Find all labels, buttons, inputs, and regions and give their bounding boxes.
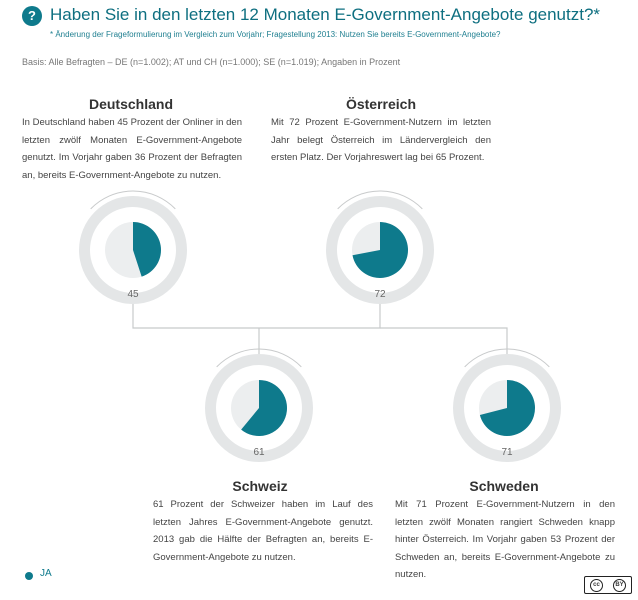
subtitle-footnote: * Änderung der Frageformulierung im Vergleich zum Vorjahr; Fragestellung 2013: Nutzen Sie bereits E-Government-Angebote?: [50, 30, 501, 39]
creative-commons-icon: [584, 576, 632, 594]
by-symbol: BY: [613, 579, 626, 592]
country-title-schweiz: Schweiz: [232, 478, 288, 494]
country-title-deutschland: Deutschland: [88, 96, 173, 112]
connector-schweden: [380, 328, 507, 354]
question-icon: ?: [22, 6, 42, 26]
value-label-schweiz: 61: [253, 447, 265, 458]
author-initials: JA: [40, 568, 52, 579]
country-text-schweden: Mit 71 Prozent E-Government-Nutzern in den letzten zwölf Monaten rangiert Schweden knapp hinter Österreich. Im Vorjahr gaben 53 Prozent der Schweden an, bereits E-Government-Angebote zu nutzen.: [395, 499, 615, 580]
basis-note: Basis: Alle Befragten – DE (n=1.002); AT und CH (n=1.000); SE (n=1.019); Angaben in Prozent: [22, 57, 401, 67]
country-text-oesterreich: Mit 72 Prozent E-Government-Nutzern im letzten Jahr belegt Österreich im Ländervergleich den ersten Platz. Der Vorjahreswert lag bei 65 Prozent.: [271, 117, 491, 163]
author-dot-icon: [25, 572, 33, 580]
country-title-oesterreich: Österreich: [345, 96, 417, 112]
page-title: Haben Sie in den letzten 12 Monaten E-Government-Angebote genutzt?*: [50, 5, 601, 24]
country-text-schweiz: 61 Prozent der Schweizer haben im Lauf des letzten Jahres E-Government-Angebote genutzt. 2013 gab die Hälfte der Befragten an, bereits E-Government-Angebote zu nutzen.: [153, 499, 373, 563]
cc-symbol: cc: [590, 579, 603, 592]
connector-top: [133, 304, 380, 328]
value-label-schweden: 71: [501, 447, 513, 458]
country-title-schweden: Schweden: [469, 478, 539, 494]
country-text-deutschland: In Deutschland haben 45 Prozent der Onliner in den letzten zwölf Monaten E-Government-Angebote genutzt. Im Vorjahr gaben 36 Prozent der Befragten an, bereits E-Government-Angebote zu nutzen.: [22, 117, 242, 181]
value-label-deutschland: 45: [127, 289, 139, 300]
value-label-oesterreich: 72: [374, 289, 386, 300]
